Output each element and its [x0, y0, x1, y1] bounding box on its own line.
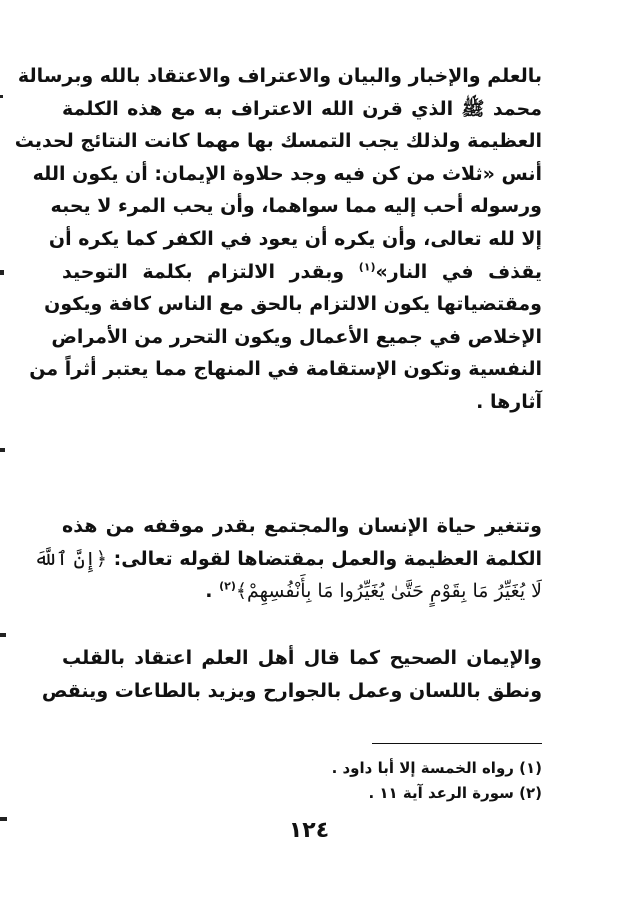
- text-line: إلا لله تعالى، وأن يكره أن يعود في الكفر كما يكره أن: [48, 227, 542, 250]
- text-line: آثارها .: [476, 390, 542, 413]
- scan-mark: [0, 448, 5, 452]
- footnote-2: (٢) سورة الرعد آية ١١ .: [368, 784, 542, 802]
- scan-mark: [0, 95, 3, 98]
- quran-verse-end: ﴾: [235, 580, 248, 603]
- paragraph-1: [14, 60, 543, 419]
- text-line: الإخلاص في جميع الأعمال ويكون التحرر من الأمراض: [51, 325, 542, 348]
- scan-mark: [0, 270, 4, 275]
- footnote-ref-1: (١): [358, 260, 376, 274]
- text-segment: وبقدر الالتزام بكلمة التوحيد: [62, 260, 345, 283]
- text-line: أنس «ثلاث من كن فيه وجد حلاوة الإيمان: أن يكون الله: [32, 162, 542, 185]
- scan-mark: [0, 817, 7, 821]
- text-line: [62, 256, 542, 289]
- text-line: والإيمان الصحيح كما قال أهل العلم اعتقاد بالقلب: [62, 647, 542, 669]
- footnote-separator: [372, 743, 542, 744]
- text-line: وتتغير حياة الإنسان والمجتمع بقدر موقفه من هذه: [62, 515, 542, 537]
- text-line: محمد ﷺ الذي قرن الله الاعتراف به مع هذه الكلمة: [62, 97, 542, 120]
- text-line: بالعلم والإخبار والبيان والاعتراف والاعتقاد بالله وبرسالة: [17, 65, 542, 87]
- text-line: [34, 543, 542, 576]
- quran-verse-start: ﴿إِنَّ ٱللَّهَ: [34, 547, 108, 570]
- paragraph-3: [41, 642, 542, 707]
- page-number: ١٢٤: [288, 818, 330, 843]
- hadith-end: يقذف في النار»: [375, 260, 543, 283]
- text-line: ورسوله أحب إليه مما سواهما، وأن يحب المرء لا يحبه: [50, 195, 542, 218]
- text-line: ونطق باللسان وعمل بالجوارح ويزيد بالطاعات وينقص: [41, 679, 542, 702]
- text-line: [62, 575, 542, 608]
- paragraph-2: [34, 510, 542, 608]
- quran-verse: لَا يُغَيِّرُ مَا بِقَوْمٍ حَتَّىٰ يُغَيِّرُوا مَا بِأَنْفُسِهِمْ: [247, 580, 542, 603]
- footnote-ref-2: (٢): [219, 579, 236, 593]
- scan-mark: [0, 633, 6, 637]
- text-line: ومقتضياتها يكون الالتزام بالحق مع الناس كافة ويكون: [44, 293, 542, 316]
- text-segment: الكلمة العظيمة والعمل بمقتضاها لقوله تعالى:: [113, 547, 542, 570]
- footnote-1: (١) رواه الخمسة إلا أبا داود .: [331, 759, 542, 777]
- text-line: العظيمة ولذلك يجب التمسك بها مهما كانت النتائج لحديث: [14, 130, 542, 153]
- text-segment: .: [205, 580, 213, 603]
- text-line: النفسية وتكون الإستقامة في المنهاج مما يعتبر أثراً من: [29, 358, 542, 381]
- footnotes: [250, 756, 542, 806]
